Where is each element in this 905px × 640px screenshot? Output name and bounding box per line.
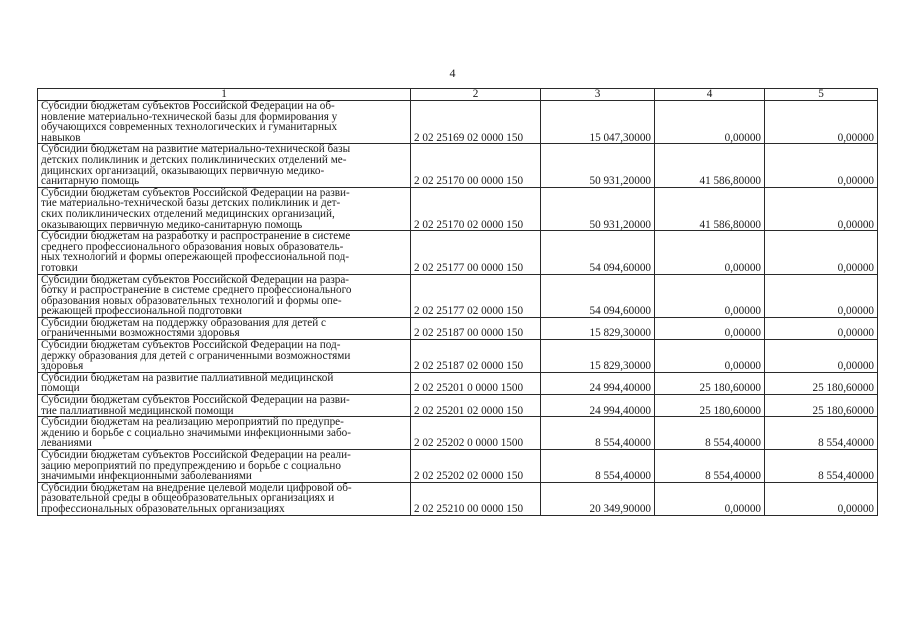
row-value-col4: 41 586,80000 <box>655 144 765 187</box>
row-value-col5: 25 180,60000 <box>765 372 878 394</box>
description-line: Субсидии бюджетам на реализацию мероприятий по предупре- <box>41 416 344 429</box>
row-value-col3: 54 094,60000 <box>541 274 655 317</box>
table-row <box>38 450 878 483</box>
description-line: оказывающих первичную медико-санитарную помощь <box>41 218 303 231</box>
row-value-col3: 15 829,30000 <box>541 340 655 373</box>
row-description <box>38 231 411 274</box>
description-line: среднего профессионального образования новых образователь- <box>41 240 344 253</box>
row-description <box>38 340 411 373</box>
description-line: ограниченными возможностями здоровья <box>41 327 240 340</box>
row-value-col3: 50 931,20000 <box>541 187 655 230</box>
row-description <box>38 372 411 394</box>
row-value-col5: 0,00000 <box>765 482 878 515</box>
table-row <box>38 101 878 144</box>
description-line: Субсидии бюджетам субъектов Российской Федерации на разра- <box>41 273 350 286</box>
row-value-col3: 20 349,90000 <box>541 482 655 515</box>
description-line: ждению и борьбе с социально значимыми инфекционными забо- <box>41 426 351 439</box>
row-code: 2 02 25202 0 0000 1500 <box>411 417 541 450</box>
description-line: Субсидии бюджетам субъектов Российской Федерации на под- <box>41 339 341 352</box>
row-code: 2 02 25177 00 0000 150 <box>411 231 541 274</box>
row-code: 2 02 25170 02 0000 150 <box>411 187 541 230</box>
description-line: тие паллиативной медицинской помощи <box>41 404 234 417</box>
row-description <box>38 395 411 417</box>
description-line: разовательной среды в общеобразовательных организациях и <box>41 492 335 505</box>
row-description <box>38 450 411 483</box>
table-header-row <box>38 89 878 101</box>
description-line: новление материально-технической базы для формирования у <box>41 110 338 123</box>
row-description <box>38 101 411 144</box>
row-code: 2 02 25169 02 0000 150 <box>411 101 541 144</box>
row-value-col3: 54 094,60000 <box>541 231 655 274</box>
table-row <box>38 340 878 373</box>
row-value-col5: 0,00000 <box>765 340 878 373</box>
table-row <box>38 482 878 515</box>
row-value-col4: 25 180,60000 <box>655 395 765 417</box>
budget-table <box>37 88 878 516</box>
row-code: 2 02 25187 00 0000 150 <box>411 317 541 339</box>
table-row <box>38 372 878 394</box>
description-line: режающей профессиональной подготовки <box>41 305 243 318</box>
table-row <box>38 187 878 230</box>
row-value-col3: 24 994,40000 <box>541 395 655 417</box>
row-code: 2 02 25202 02 0000 150 <box>411 450 541 483</box>
description-line: готовки <box>41 261 78 274</box>
description-line: зацию мероприятий по предупреждению и борьбе с социально <box>41 459 341 472</box>
description-line: обучающихся современных технологических и гуманитарных <box>41 121 338 134</box>
row-code: 2 02 25201 0 0000 1500 <box>411 372 541 394</box>
row-value-col4: 0,00000 <box>655 101 765 144</box>
row-description <box>38 144 411 187</box>
row-value-col5: 0,00000 <box>765 101 878 144</box>
row-description <box>38 482 411 515</box>
description-line: санитарную помощь <box>41 175 140 188</box>
row-description <box>38 317 411 339</box>
row-value-col3: 8 554,40000 <box>541 450 655 483</box>
table-row <box>38 274 878 317</box>
table-body <box>38 101 878 516</box>
row-code: 2 02 25170 00 0000 150 <box>411 144 541 187</box>
row-value-col4: 25 180,60000 <box>655 372 765 394</box>
row-value-col3: 50 931,20000 <box>541 144 655 187</box>
description-line: значимыми инфекционными заболеваниями <box>41 470 252 483</box>
description-line: профессиональных образовательных организациях <box>41 502 285 515</box>
row-value-col5: 0,00000 <box>765 317 878 339</box>
description-line: навыков <box>41 131 81 144</box>
description-line: детских поликлиник и детских поликлинических отделений ме- <box>41 153 347 166</box>
description-line: ботку и распространение в системе среднего профессионального <box>41 284 352 297</box>
row-code: 2 02 25177 02 0000 150 <box>411 274 541 317</box>
description-line: ских поликлинических отделений медицинских организаций, <box>41 207 335 220</box>
row-description <box>38 417 411 450</box>
row-code: 2 02 25187 02 0000 150 <box>411 340 541 373</box>
row-value-col5: 8 554,40000 <box>765 417 878 450</box>
row-value-col4: 0,00000 <box>655 340 765 373</box>
row-value-col4: 41 586,80000 <box>655 187 765 230</box>
table-row <box>38 317 878 339</box>
row-value-col4: 8 554,40000 <box>655 450 765 483</box>
row-value-col5: 0,00000 <box>765 274 878 317</box>
column-header-3: 3 <box>541 89 655 101</box>
table-row <box>38 395 878 417</box>
row-code: 2 02 25210 00 0000 150 <box>411 482 541 515</box>
description-line: помощи <box>41 382 80 395</box>
description-line: Субсидии бюджетам субъектов Российской Федерации на разви- <box>41 186 350 199</box>
description-line: ных технологий и формы опережающей профессиональной под- <box>41 251 350 264</box>
page-number: 4 <box>449 66 456 80</box>
description-line: держку образования для детей с ограниченными возможностями <box>41 349 351 362</box>
description-line: Субсидии бюджетам на внедрение целевой модели цифровой об- <box>41 481 352 494</box>
column-header-5: 5 <box>765 89 878 101</box>
description-line: леваниями <box>41 437 92 450</box>
row-description <box>38 274 411 317</box>
description-line: здоровья <box>41 360 84 373</box>
row-value-col4: 0,00000 <box>655 274 765 317</box>
column-header-4: 4 <box>655 89 765 101</box>
description-line: образования новых образовательных технологий и формы опе- <box>41 294 342 307</box>
description-line: Субсидии бюджетам на поддержку образования для детей с <box>41 316 326 329</box>
row-description <box>38 187 411 230</box>
row-value-col5: 0,00000 <box>765 231 878 274</box>
row-value-col4: 0,00000 <box>655 482 765 515</box>
row-value-col4: 0,00000 <box>655 231 765 274</box>
description-line: тие материально-технической базы детских поликлиник и дет- <box>41 197 341 210</box>
row-code: 2 02 25201 02 0000 150 <box>411 395 541 417</box>
description-line: Субсидии бюджетам на развитие материально-технической базы <box>41 143 351 156</box>
description-line: Субсидии бюджетам субъектов Российской Федерации на реали- <box>41 449 351 461</box>
row-value-col3: 15 829,30000 <box>541 317 655 339</box>
row-value-col5: 8 554,40000 <box>765 450 878 483</box>
description-line: дицинских организаций, оказывающих первичную медико- <box>41 164 325 177</box>
row-value-col3: 24 994,40000 <box>541 372 655 394</box>
description-line: Субсидии бюджетам субъектов Российской Федерации на разви- <box>41 394 350 407</box>
row-value-col5: 0,00000 <box>765 187 878 230</box>
description-line: Субсидии бюджетам на развитие паллиативной медицинской <box>41 371 334 384</box>
row-value-col3: 15 047,30000 <box>541 101 655 144</box>
row-value-col4: 8 554,40000 <box>655 417 765 450</box>
row-value-col3: 8 554,40000 <box>541 417 655 450</box>
description-line: Субсидии бюджетам на разработку и распространение в системе <box>41 230 351 243</box>
description-line: Субсидии бюджетам субъектов Российской Федерации на об- <box>41 100 335 112</box>
column-header-2: 2 <box>411 89 541 101</box>
table-row <box>38 231 878 274</box>
table-row <box>38 144 878 187</box>
table-row <box>38 417 878 450</box>
column-header-1: 1 <box>38 89 411 101</box>
row-value-col4: 0,00000 <box>655 317 765 339</box>
row-value-col5: 0,00000 <box>765 144 878 187</box>
row-value-col5: 25 180,60000 <box>765 395 878 417</box>
